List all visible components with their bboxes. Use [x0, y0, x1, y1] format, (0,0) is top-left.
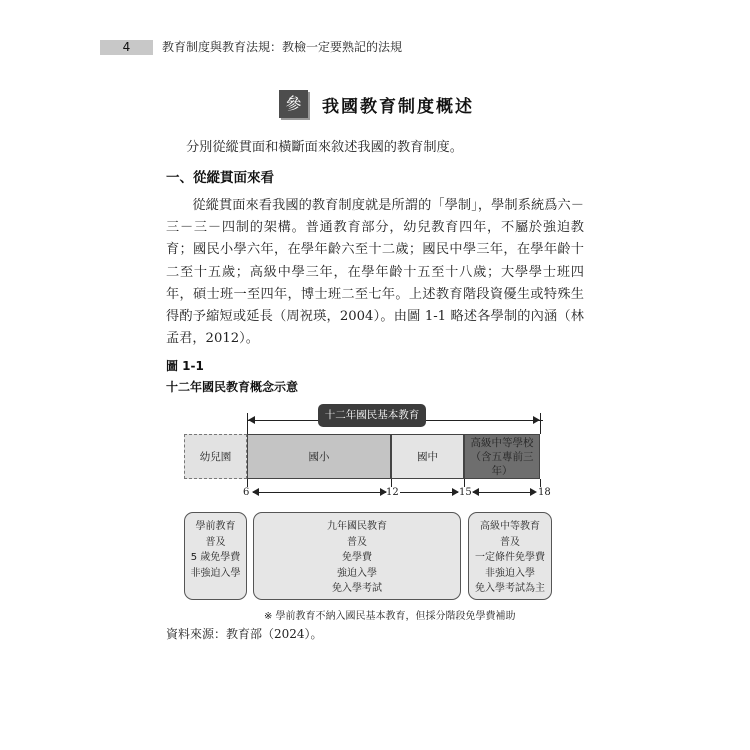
figure-source: 資料來源：教育部（2024）。 [166, 627, 323, 641]
box-line: 強迫入學 [337, 567, 377, 579]
age-line-6-12 [253, 492, 386, 493]
figure-label: 圖 1-1 [166, 359, 204, 373]
age-tick-18 [540, 479, 541, 487]
age-tick-15 [464, 479, 465, 487]
span-end-tick [540, 413, 541, 434]
box-line: 非強迫入學 [190, 567, 241, 579]
page-number: 4 [122, 40, 131, 54]
figure-note: ※ 學前教育不納入國民基本教育，但採分階段免學費補助 [264, 611, 516, 622]
box-line: 普及 [205, 536, 226, 548]
age-label-12: 12 [386, 487, 399, 498]
box-line: 學前教育 [195, 521, 236, 532]
age-line-12-15 [400, 492, 458, 493]
age-label-15: 15 [459, 487, 472, 498]
twelve-year-banner: 十二年國民基本教育 [318, 404, 426, 427]
box-line: 高級中等教育 [480, 521, 540, 532]
box-line: 5 歲免學費 [190, 552, 241, 563]
age-label-6: 6 [243, 487, 250, 498]
arrowhead-right-icon [533, 416, 540, 424]
box-preschool-education [184, 512, 247, 600]
age-tick-6 [247, 479, 248, 487]
box-nine-year-education [253, 512, 461, 600]
section-badge: 參 [279, 90, 308, 118]
segment-elementary [247, 434, 391, 479]
age-line-15-18 [473, 492, 535, 493]
segment-kindergarten-label: 幼兒園 [199, 451, 232, 463]
segment-senior-high [464, 434, 540, 479]
arrowhead-left-icon [472, 488, 479, 496]
subsection-title: 一、從縱貫面來看 [166, 170, 274, 186]
segment-senior-high-label: 高級中等學校 [470, 436, 534, 449]
box-line: 一定條件免學費 [475, 552, 545, 563]
arrowhead-left-icon [252, 488, 259, 496]
body-paragraph: 從縱貫面來看我國的教育制度就是所謂的「學制」，學制系統爲六－三－三－四制的架構。普通教育部分，幼兒教育四年，不屬於強迫教育；國民小學六年，在學年齡六至十二歲；國民中學三年，在學年齡十二至十五歲；高級中學三年，在學年齡十五至十八歲；大學學士班四年，碩士班一至四年，博士班二至七年。上述教育階段資優生或特殊生得酌予縮短或延長（周祝瑛，2004）。由圖 1-1 略述各學制的內涵（林孟君，2012）。 [166, 198, 584, 347]
section-title: 我國教育制度概述 [322, 97, 474, 117]
box-line: 普及 [500, 536, 520, 548]
figure-title: 十二年國民教育概念示意 [166, 380, 299, 394]
box-senior-high-education [468, 512, 552, 600]
segment-kindergarten [184, 434, 247, 479]
arrowhead-left-icon [248, 416, 255, 424]
segment-senior-high-sublabel: （含五專前三年） [470, 450, 534, 477]
age-tick-12 [391, 479, 392, 487]
running-title: 教育制度與教育法規：教檢一定要熟記的法規 [162, 40, 403, 54]
intro-paragraph: 分別從縱貫面和橫斷面來敘述我國的教育制度。 [186, 140, 463, 155]
arrowhead-right-icon [452, 488, 459, 496]
arrowhead-right-icon [530, 488, 537, 496]
box-line: 免學費 [342, 552, 372, 563]
segment-junior-high [391, 434, 464, 479]
segment-elementary-label: 國小 [308, 451, 330, 463]
running-header [0, 40, 750, 56]
box-line: 普及 [347, 536, 367, 548]
age-label-18: 18 [538, 487, 551, 498]
box-line: 九年國民教育 [327, 521, 387, 532]
box-line: 免入學考試為主 [475, 583, 545, 594]
box-line: 免入學考試 [332, 583, 382, 594]
segment-junior-high-label: 國中 [417, 451, 438, 463]
box-line: 非強迫入學 [485, 567, 535, 579]
